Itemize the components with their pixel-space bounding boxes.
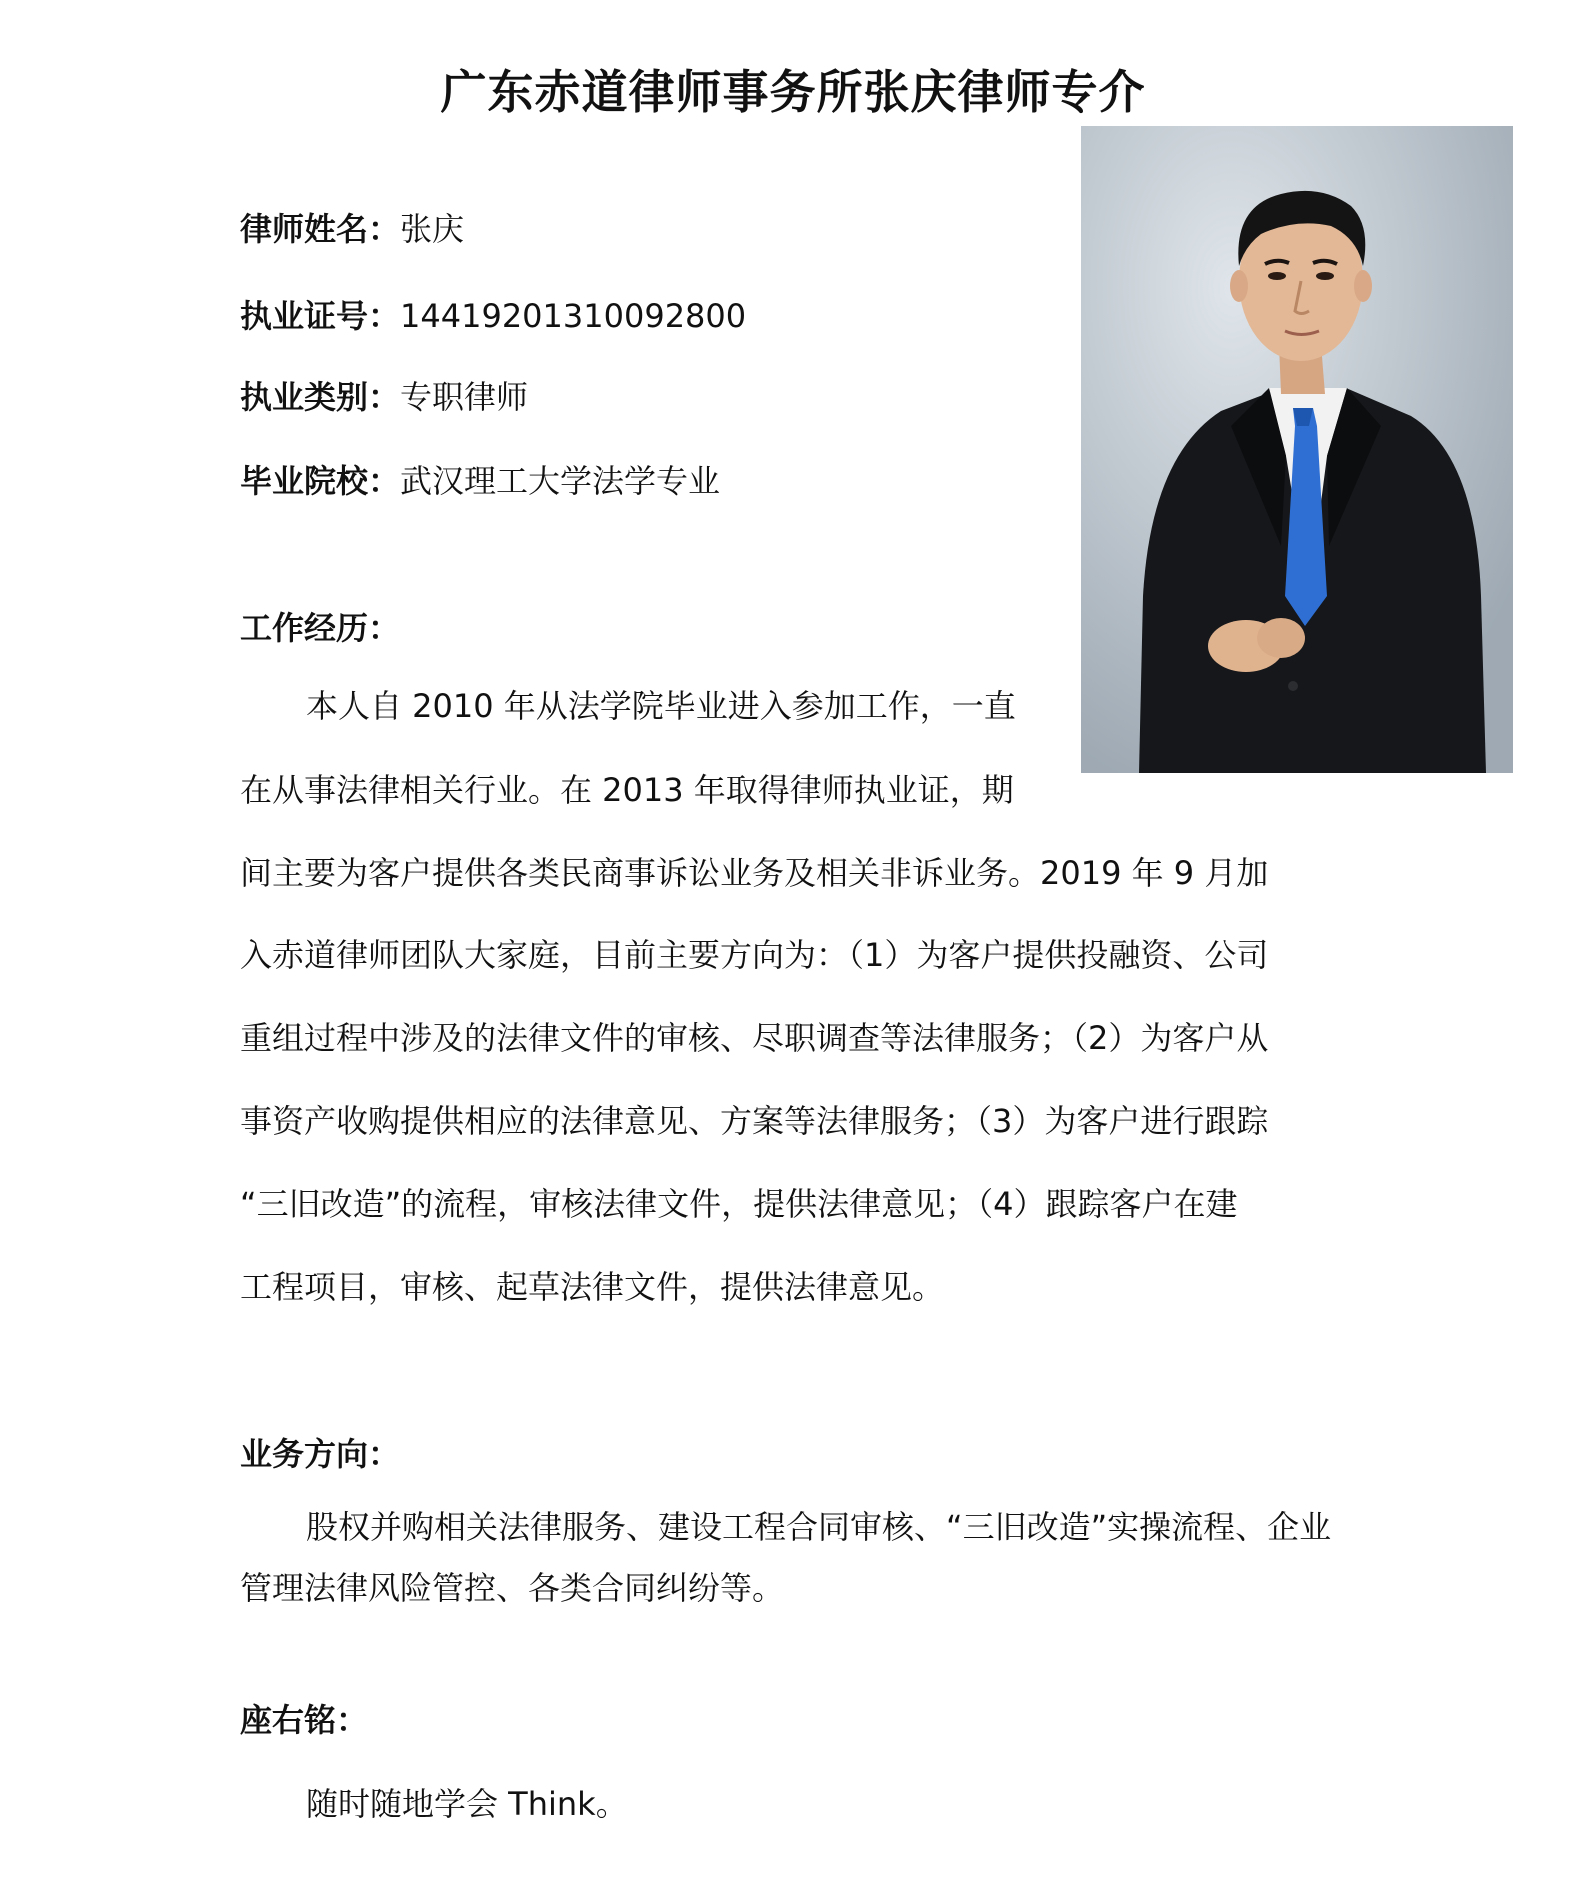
motto-text: 随时随地学会 Think。 xyxy=(306,1785,628,1823)
work-line: 工程项目，审核、起草法律文件，提供法律意见。 xyxy=(240,1268,945,1306)
school-value: 武汉理工大学法学专业 xyxy=(400,462,721,500)
business-line: 管理法律风险管控、各类合同纠纷等。 xyxy=(240,1569,785,1607)
category-label: 执业类别： xyxy=(240,378,401,416)
work-line: “三旧改造”的流程，审核法律文件，提供法律意见；（4）跟踪客户在建 xyxy=(240,1185,1238,1223)
school-label: 毕业院校： xyxy=(240,462,401,500)
work-line: 入赤道律师团队大家庭，目前主要方向为：（1）为客户提供投融资、公司 xyxy=(240,936,1269,974)
name-label: 律师姓名： xyxy=(240,210,401,248)
document-title: 广东赤道律师事务所张庆律师专介 xyxy=(440,65,1146,119)
name-value: 张庆 xyxy=(400,210,465,248)
license-value: 14419201310092800 xyxy=(400,297,747,335)
school-row xyxy=(240,458,720,504)
work-line: 本人自 2010 年从法学院毕业进入参加工作，一直 xyxy=(306,687,1016,725)
work-line: 事资产收购提供相应的法律意见、方案等法律服务；（3）为客户进行跟踪 xyxy=(240,1102,1269,1140)
license-row xyxy=(240,293,746,339)
work-line: 间主要为客户提供各类民商事诉讼业务及相关非诉业务。2019 年 9 月加 xyxy=(240,854,1269,892)
work-line: 在从事法律相关行业。在 2013 年取得律师执业证，期 xyxy=(240,771,1014,809)
license-label: 执业证号： xyxy=(240,297,401,335)
work-heading: 工作经历： xyxy=(240,609,401,647)
category-row xyxy=(240,374,528,420)
work-line: 重组过程中涉及的法律文件的审核、尽职调查等法律服务；（2）为客户从 xyxy=(240,1019,1269,1057)
lawyer-portrait-photo xyxy=(1081,126,1513,773)
lawyer-portrait-icon xyxy=(1081,126,1513,773)
motto-heading: 座右铭： xyxy=(240,1701,369,1739)
name-row xyxy=(240,206,464,252)
business-line: 股权并购相关法律服务、建设工程合同审核、“三旧改造”实操流程、企业 xyxy=(306,1508,1332,1546)
business-heading: 业务方向： xyxy=(240,1435,401,1473)
category-value: 专职律师 xyxy=(400,378,529,416)
